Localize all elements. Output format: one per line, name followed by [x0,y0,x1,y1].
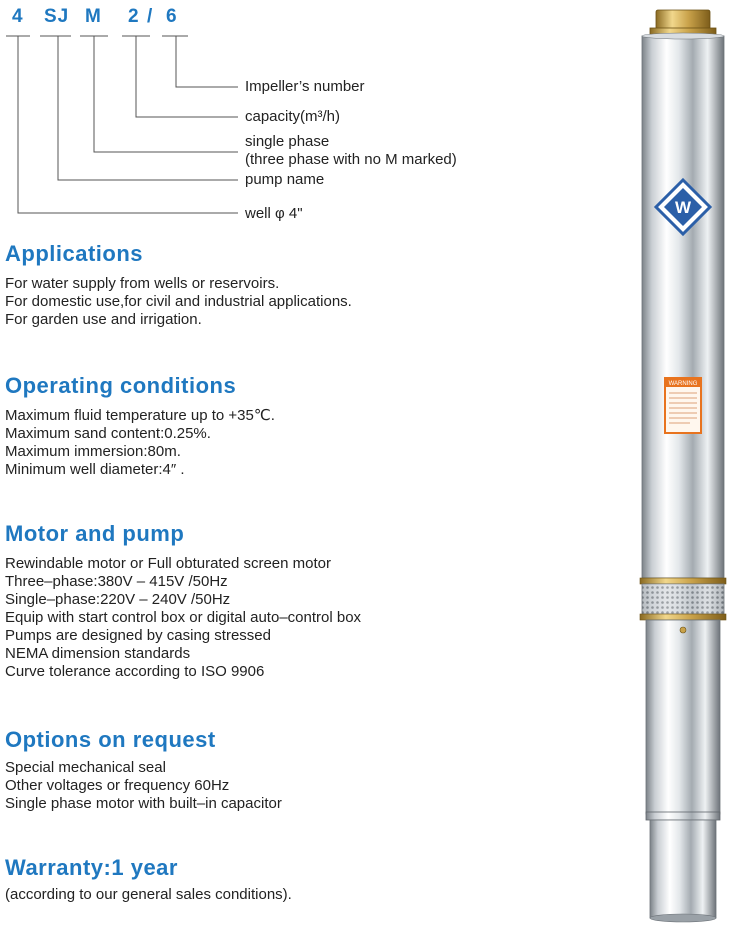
motor-line: Curve tolerance according to ISO 9906 [5,663,265,680]
motor-line: Pumps are designed by casing stressed [5,627,271,644]
options-line: Single phase motor with built–in capacitor [5,795,282,812]
legend-impeller-number: Impeller’s number [245,78,365,95]
code-part-phase: M [85,6,102,27]
brass-ring-upper [640,578,726,584]
applications-line: For water supply from wells or reservoirs. [5,275,280,292]
motor-body [646,620,720,814]
operating-line: Maximum fluid temperature up to +35℃. [5,407,275,424]
code-part-slash: / [147,6,154,27]
legend-single-phase: single phase [245,133,330,150]
section-title-motor-and-pump: Motor and pump [5,521,185,546]
brass-ring-lower [640,614,726,620]
motor-line: Single–phase:220V – 240V /50Hz [5,591,231,608]
warning-label [665,378,701,433]
applications-line: For garden use and irrigation. [5,311,202,328]
motor-joint-band [646,812,720,820]
legend-three-phase-note: (three phase with no M marked) [245,151,457,168]
code-part-well-size: 4 [12,6,24,27]
applications-line: For domestic use,for civil and industrial applications. [5,293,352,310]
motor-line: NEMA dimension standards [5,645,191,662]
pump-upper-body [642,36,724,578]
legend-pump-name: pump name [245,171,325,188]
section-title-operating-conditions: Operating conditions [5,373,237,398]
legend-well-diameter: well φ 4" [245,205,303,222]
brass-outlet [650,10,716,36]
options-line: Special mechanical seal [5,759,166,776]
warranty-line: (according to our general sales conditions). [5,886,292,903]
section-title-applications: Applications [5,241,144,266]
motor-line: Three–phase:380V – 415V /50Hz [5,573,228,590]
code-part-impellers: 6 [166,6,178,27]
section-title-options-on-request: Options on request [5,727,216,752]
code-part-pump-name: SJ [44,6,70,27]
operating-line: Maximum immersion:80m. [5,443,181,460]
operating-line: Maximum sand content:0.25%. [5,425,211,442]
motor-line: Rewindable motor or Full obturated screen motor [5,555,331,572]
options-line: Other voltages or frequency 60Hz [5,777,230,794]
warning-label-text: WARNING [668,381,698,387]
motor-line: Equip with start control box or digital auto–control box [5,609,362,626]
legend-capacity: capacity(m³/h) [245,108,341,125]
section-title-warranty: Warranty:1 year [5,855,178,880]
logo-letter: W [674,198,692,217]
motor-lower-body [650,820,716,918]
code-part-capacity: 2 [128,6,140,27]
operating-line: Minimum well diameter:4″ . [5,461,185,478]
